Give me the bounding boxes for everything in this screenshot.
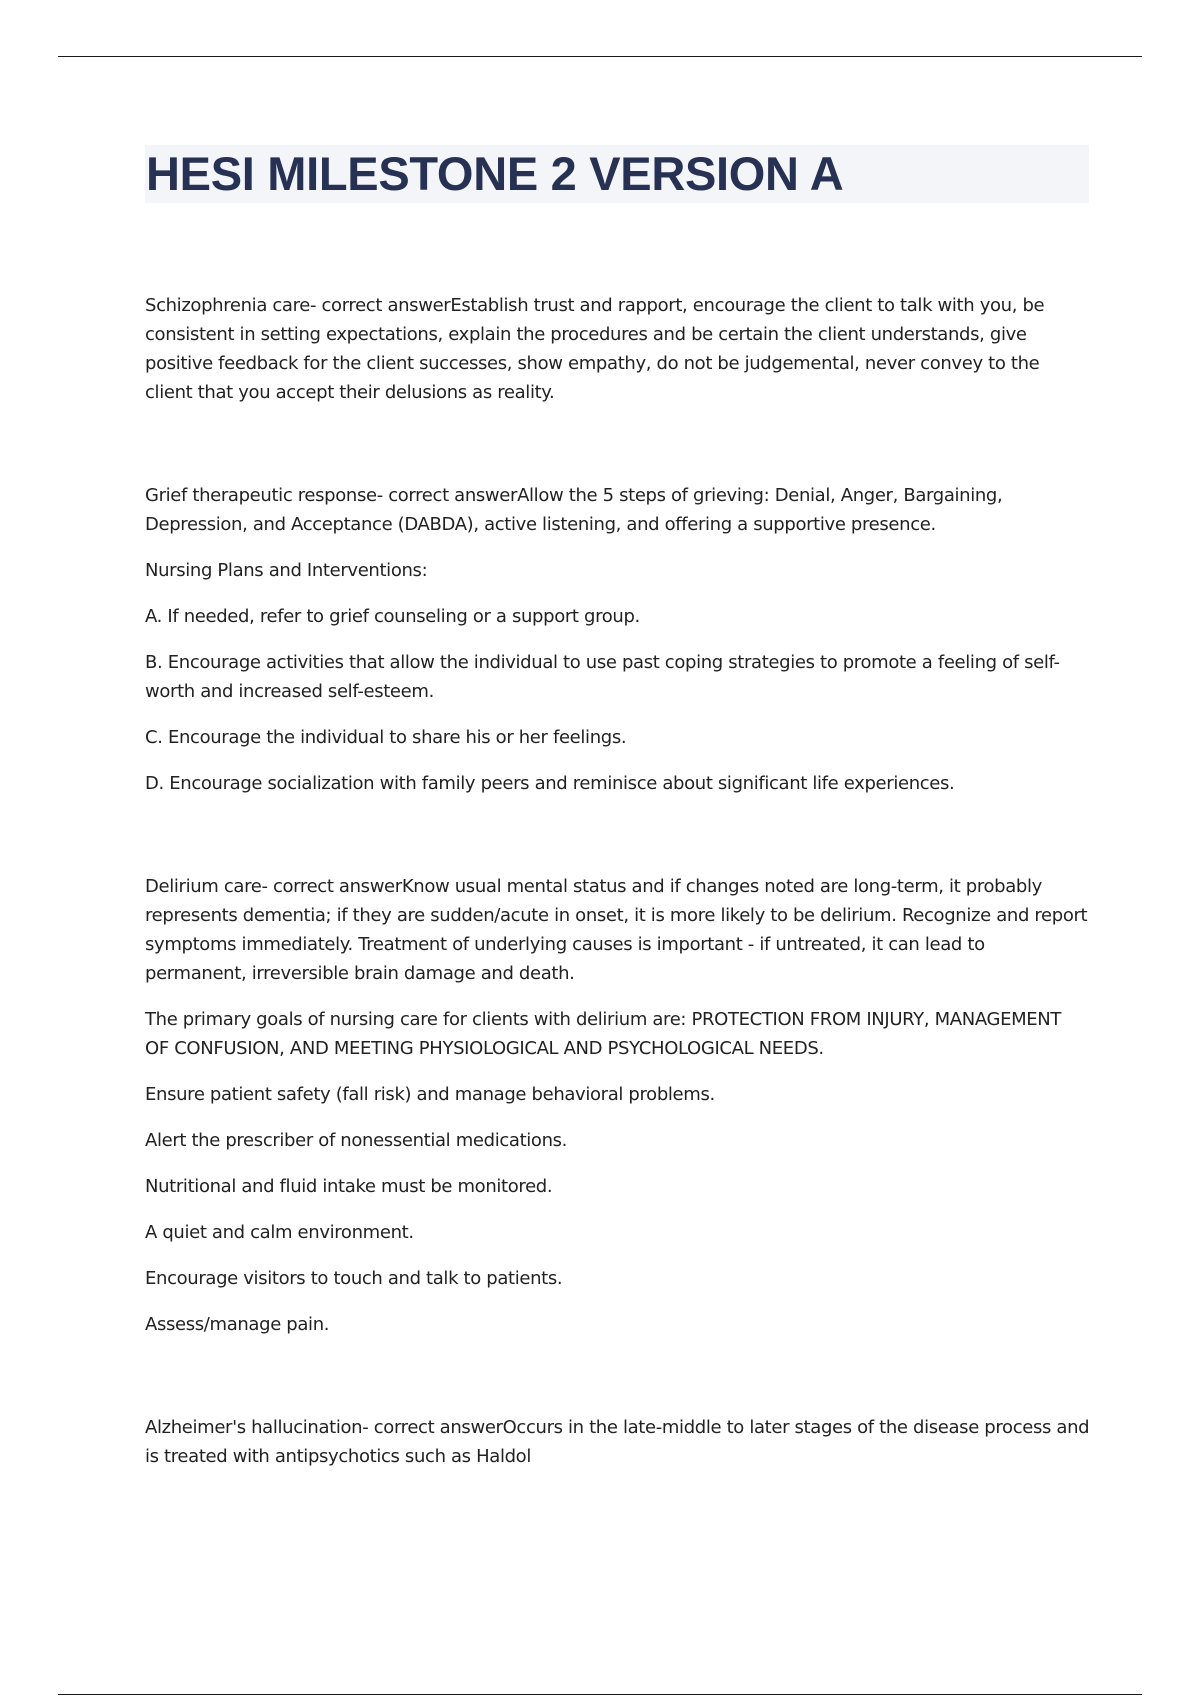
paragraph-delirium-goals: The primary goals of nursing care for clients with delirium are: PROTECTION FROM INJURY, MANAGEMENT OF CONFUSION, AND MEETING PHYSIOLOGICAL AND PSYCHOLOGICAL NEEDS.: [145, 1009, 1062, 1059]
bottom-rule: [58, 1694, 1142, 1695]
list-item: C. Encourage the individual to share his or her feelings.: [145, 727, 627, 748]
top-rule: [58, 56, 1142, 57]
list-item: D. Encourage socialization with family peers and reminisce about significant life experiences.: [145, 773, 955, 794]
paragraph-schizophrenia-care: Schizophrenia care- correct answerEstablish trust and rapport, encourage the client to talk with you, be consistent in setting expectations, explain the procedures and be certain the client understands, give positive feedback for the client successes, show empathy, do not be judgemental, never convey to the client that you accept their delusions as reality.: [145, 295, 1045, 403]
paragraph-delirium-care: Delirium care- correct answerKnow usual mental status and if changes noted are long-term, it probably represents dementia; if they are sudden/acute in onset, it is more likely to be delirium. Recognize and report symptoms immediately. Treatment of underlying causes is important - if untreated, it can lead to permanent, irreversible brain damage and death.: [145, 876, 1088, 984]
list-item: A. If needed, refer to grief counseling or a support group.: [145, 606, 640, 627]
list-item: B. Encourage activities that allow the individual to use past coping strategies to promote a feeling of self-worth and increased self-esteem.: [145, 652, 1060, 702]
document-title: HESI MILESTONE 2 VERSION A: [146, 147, 844, 200]
document-body: [145, 291, 1090, 1488]
list-item: Assess/manage pain.: [145, 1314, 330, 1335]
paragraph-alzheimers-hallucination: Alzheimer's hallucination- correct answerOccurs in the late-middle to later stages of the disease process and is treated with antipsychotics such as Haldol: [145, 1417, 1090, 1467]
list-item: Nutritional and fluid intake must be monitored.: [145, 1176, 553, 1197]
list-item: A quiet and calm environment.: [145, 1222, 414, 1243]
paragraph-nursing-plans-heading: Nursing Plans and Interventions:: [145, 560, 428, 581]
list-item: Ensure patient safety (fall risk) and manage behavioral problems.: [145, 1084, 715, 1105]
list-item: Encourage visitors to touch and talk to patients.: [145, 1268, 563, 1289]
paragraph-grief-response: Grief therapeutic response- correct answerAllow the 5 steps of grieving: Denial, Anger, Bargaining, Depression, and Acceptance (DABDA), active listening, and offering a supportive presence.: [145, 485, 1003, 535]
list-item: Alert the prescriber of nonessential medications.: [145, 1130, 568, 1151]
